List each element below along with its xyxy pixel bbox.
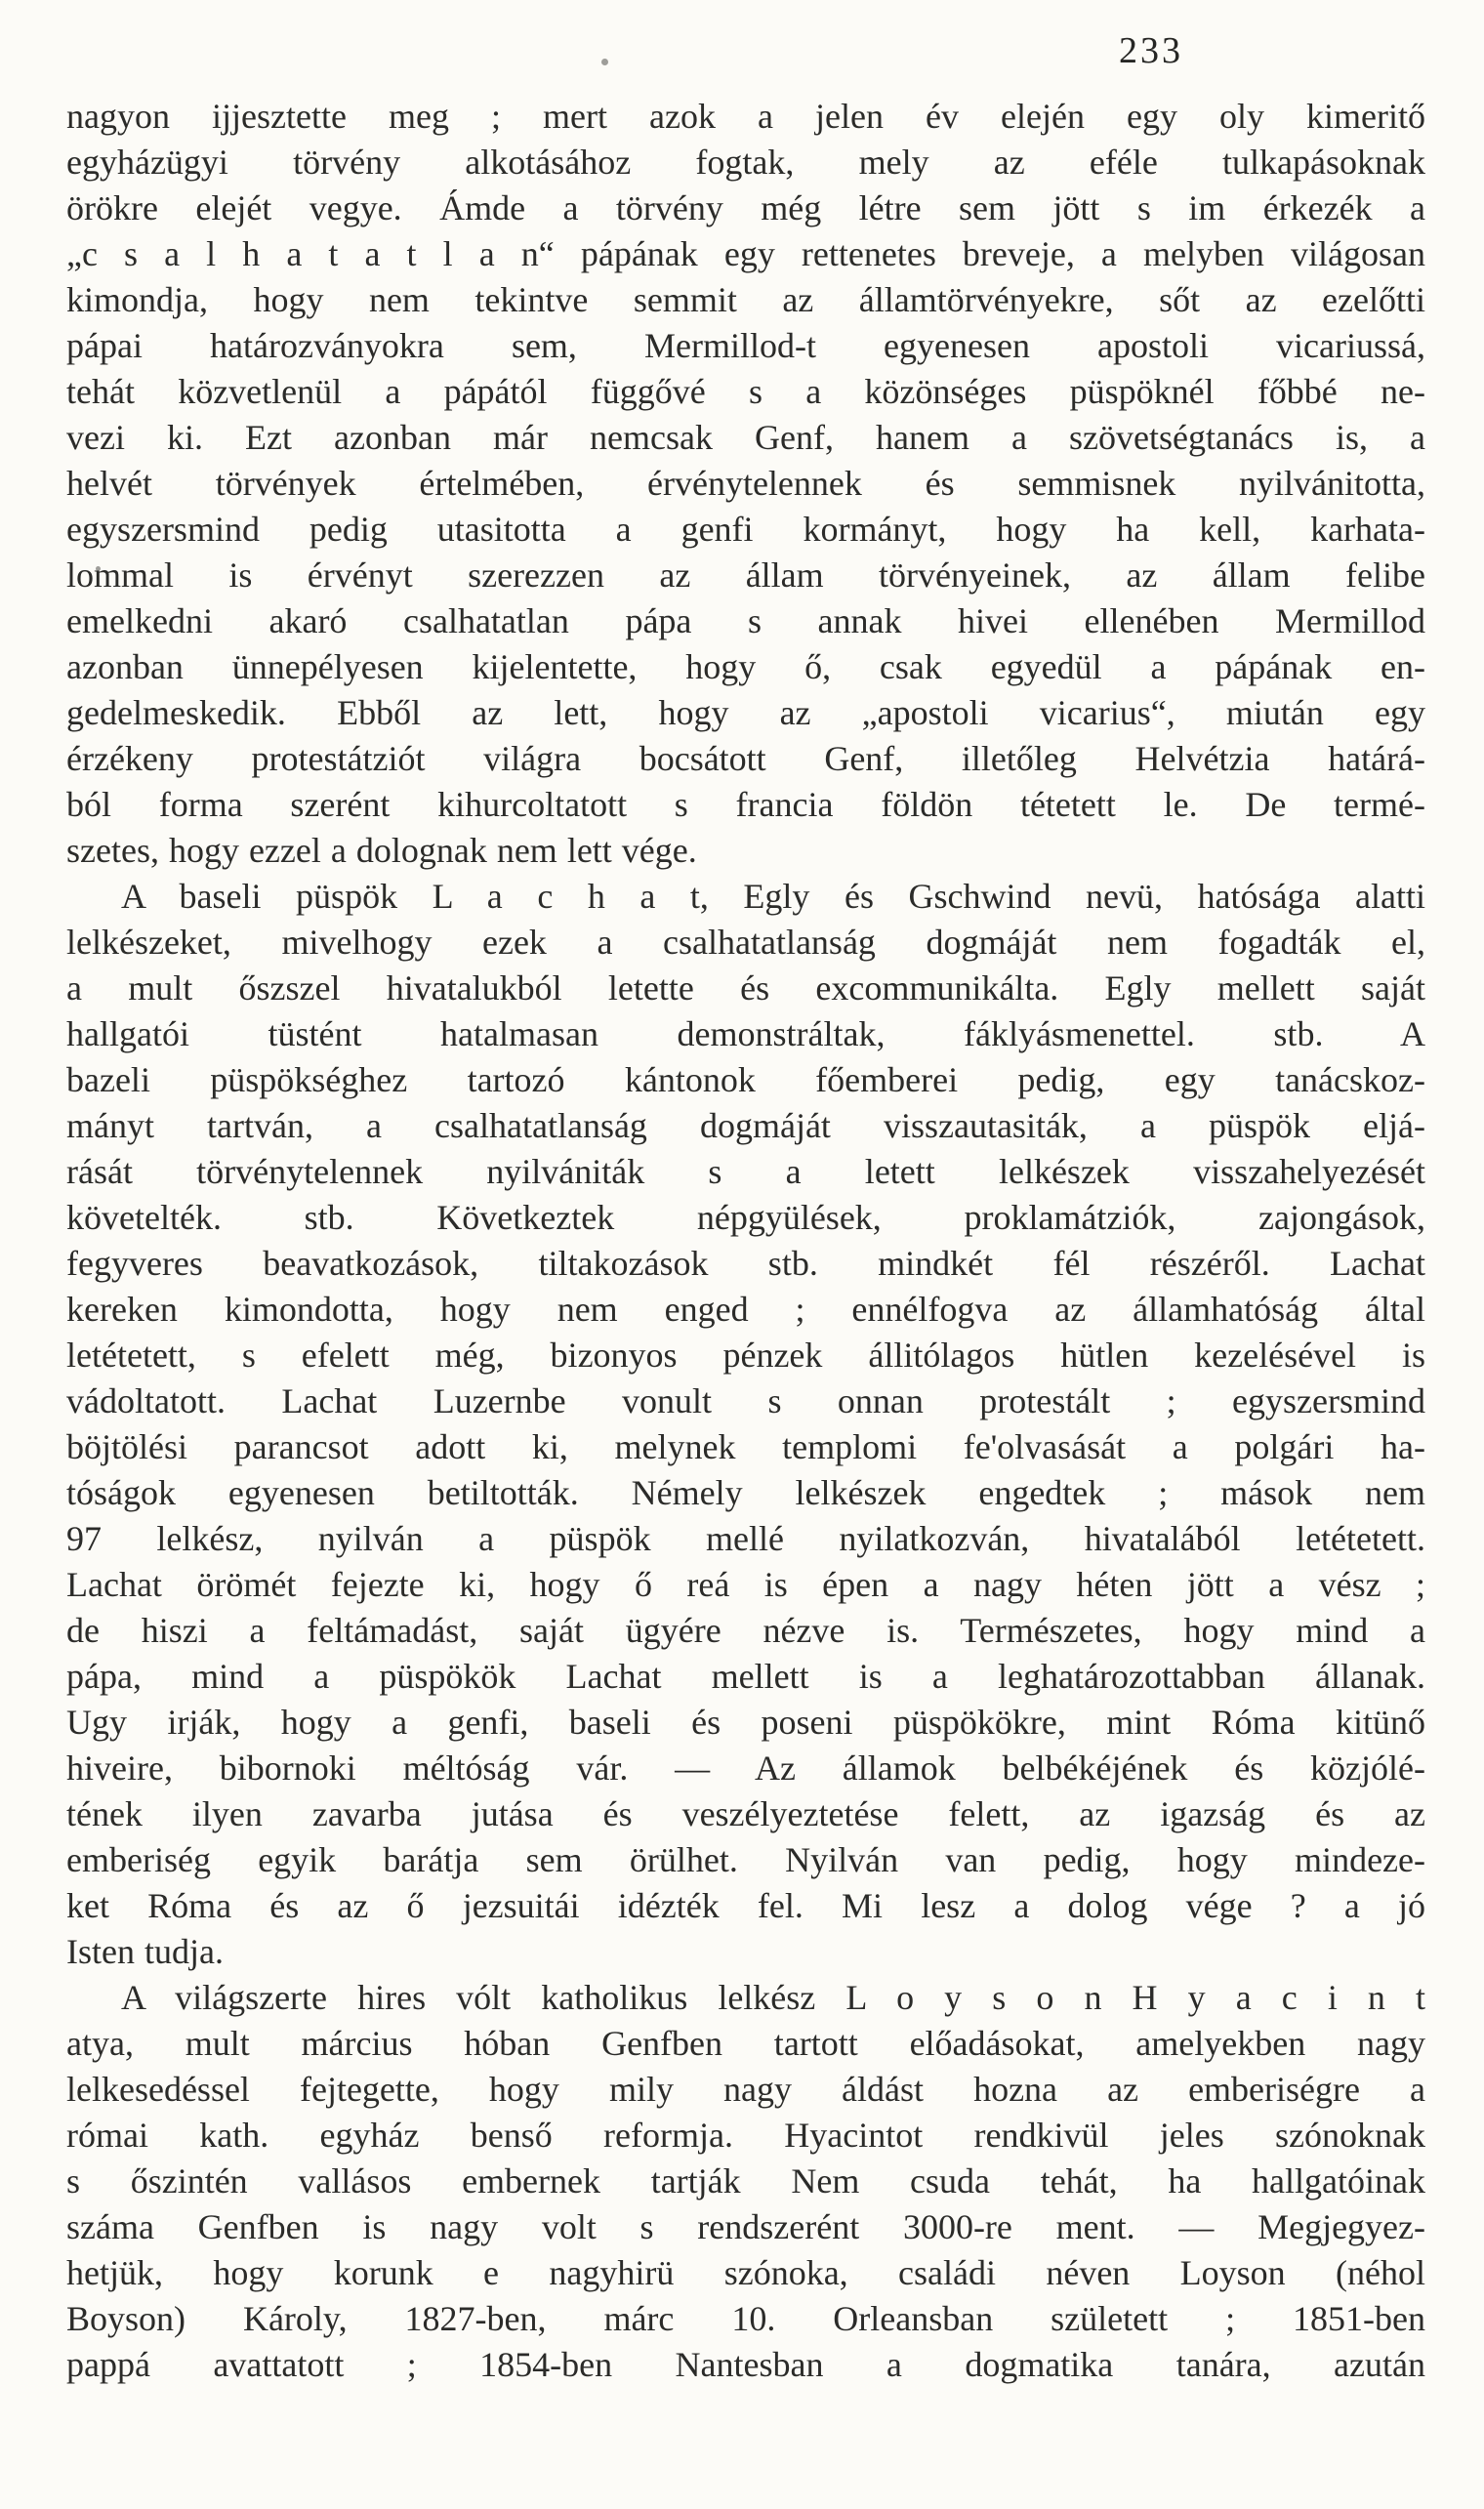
text-line: vezi ki. Ezt azonban már nemcsak Genf, hanem a szövetségtanács is, a [66, 418, 1425, 457]
text-line: lelkészeket, mivelhogy ezek a csalhatatlanság dogmáját nem fogadták el, [66, 923, 1425, 962]
text-line: hetjük, hogy korunk e nagyhirü szónoka, családi néven Loyson (néhol [66, 2253, 1425, 2292]
text-line: Boyson) Károly, 1827-ben, márc 10. Orleansban született ; 1851-ben [66, 2299, 1425, 2338]
text-line: egyházügyi törvény alkotásához fogtak, mely az eféle tulkapásoknak [66, 143, 1425, 182]
ink-speck [601, 59, 608, 65]
text-line: ket Róma és az ő jezsuitái idézték fel. Mi lesz a dolog vége ? a jó [66, 1886, 1425, 1925]
text-line: azonban ünnepélyesen kijelentette, hogy ő, csak egyedül a pápának en- [66, 647, 1425, 686]
text-line: római kath. egyház benső reformja. Hyacintot rendkivül jeles szónoknak [66, 2116, 1425, 2155]
text-line: vádoltatott. Lachat Luzernbe vonult s onnan protestált ; egyszersmind [66, 1381, 1425, 1420]
text-line: mányt tartván, a csalhatatlanság dogmáját visszautasiták, a püspök eljá- [66, 1106, 1425, 1145]
text-line: böjtölési parancsot adott ki, melynek templomi fe'olvasását a polgári ha- [66, 1427, 1425, 1466]
text-line: követelték. stb. Következtek népgyülések, proklamátziók, zajongások, [66, 1198, 1425, 1237]
text-line: kereken kimondotta, hogy nem enged ; ennélfogva az államhatóság által [66, 1290, 1425, 1329]
text-line: letétetett, s efelett még, bizonyos pénzek állitólagos hütlen kezelésével is [66, 1336, 1425, 1375]
text-line: lelkesedéssel fejtegette, hogy mily nagy áldást hozna az emberiségre a [66, 2070, 1425, 2109]
text-block [66, 94, 1425, 2388]
text-line: hallgatói tüstént hatalmasan demonstráltak, fáklyásmenettel. stb. A [66, 1014, 1425, 1053]
text-line: ból forma szerént kihurcoltatott s francia földön tétetett le. De termé- [66, 785, 1425, 824]
text-line: pápai határozványokra sem, Mermillod-t egyenesen apostoli vicariussá, [66, 326, 1425, 365]
text-line: örökre elejét vegye. Ámde a törvény még létre sem jött s im érkezék a [66, 188, 1425, 227]
text-line: hiveire, bibornoki méltóság vár. — Az államok belbékéjének és közjólé- [66, 1748, 1425, 1788]
text-line: száma Genfben is nagy volt s rendszerént 3000-re ment. — Megjegyez- [66, 2207, 1425, 2246]
text-line: atya, mult március hóban Genfben tartott előadásokat, amelyekben nagy [66, 2024, 1425, 2063]
text-line: „c s a l h a t a t l a n“ pápának egy rettenetes breveje, a melyben világosan [66, 234, 1425, 273]
page-number: 233 [1119, 30, 1183, 71]
text-line: pappá avattatott ; 1854-ben Nantesban a dogmatika tanára, azután [66, 2345, 1425, 2384]
text-line: kimondja, hogy nem tekintve semmit az államtörvényekre, sőt az ezelőtti [66, 280, 1425, 319]
text-line: helvét törvények értelmében, érvénytelennek és semmisnek nyilvánitotta, [66, 464, 1425, 503]
text-line: tóságok egyenesen betiltották. Némely lelkészek engedtek ; mások nem [66, 1473, 1425, 1512]
text-line: rását törvénytelennek nyilvániták s a letett lelkészek visszahelyezését [66, 1152, 1425, 1191]
text-line: A baseli püspök L a c h a t, Egly és Gschwind nevü, hatósága alatti [121, 877, 1425, 916]
text-line: érzékeny protestátziót világra bocsátott Genf, illetőleg Helvétzia határá- [66, 739, 1425, 778]
text-line: pápa, mind a püspökök Lachat mellett is a leghatározottabban állanak. [66, 1657, 1425, 1696]
text-line: a mult őszszel hivatalukból letette és excommunikálta. Egly mellett saját [66, 968, 1425, 1008]
text-line: lommal is érvényt szerezzen az állam törvényeinek, az állam felibe [66, 555, 1425, 595]
text-line: bazeli püspökséghez tartozó kántonok főemberei pedig, egy tanácskoz- [66, 1060, 1425, 1099]
text-line: 97 lelkész, nyilván a püspök mellé nyilatkozván, hivatalából letétetett. [66, 1519, 1425, 1558]
text-line: Ugy irják, hogy a genfi, baseli és poseni püspökökre, mint Róma kitünő [66, 1703, 1425, 1742]
text-line: emberiség egyik barátja sem örülhet. Nyilván van pedig, hogy mindeze- [66, 1840, 1425, 1879]
text-line: Lachat örömét fejezte ki, hogy ő reá is épen a nagy héten jött a vész ; [66, 1565, 1425, 1604]
text-line: A világszerte hires vólt katholikus lelkész L o y s o n H y a c i n t [121, 1978, 1425, 2017]
text-line: tehát közvetlenül a pápától függővé s a közönséges püspöknél főbbé ne- [66, 372, 1425, 411]
text-line: tének ilyen zavarba jutása és veszélyeztetése felett, az igazság és az [66, 1794, 1425, 1833]
text-line: s őszintén vallásos embernek tartják Nem csuda tehát, ha hallgatóinak [66, 2161, 1425, 2201]
text-line: Isten tudja. [66, 1932, 224, 1971]
text-line: szetes, hogy ezzel a dolognak nem lett vége. [66, 831, 697, 870]
text-line: de hiszi a feltámadást, saját ügyére nézve is. Természetes, hogy mind a [66, 1611, 1425, 1650]
text-line: nagyon ijjesztette meg ; mert azok a jelen év elején egy oly kimeritő [66, 97, 1425, 136]
text-line: fegyveres beavatkozások, tiltakozások stb. mindkét fél részéről. Lachat [66, 1244, 1425, 1283]
text-line: gedelmeskedik. Ebből az lett, hogy az „apostoli vicarius“, miután egy [66, 693, 1425, 732]
text-line: emelkedni akaró csalhatatlan pápa s annak hivei ellenében Mermillod [66, 601, 1425, 640]
text-line: egyszersmind pedig utasitotta a genfi kormányt, hogy ha kell, karhata- [66, 510, 1425, 549]
